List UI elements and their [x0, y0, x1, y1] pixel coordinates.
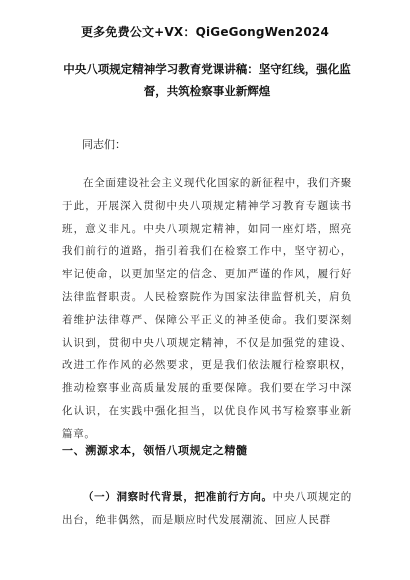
intro-paragraph: 在全面建设社会主义现代化国家的新征程中，我们齐聚于此，开展深入贯彻中央八项规定精神学习教育专题读书班，意义非凡。中央八项规定精神，如同一座灯塔，照亮我们前行的道路，指引着我们在检察工作中，坚守初心，牢记使命，以更加坚定的信念、更加严谨的作风，履行好法律监督职责。人民检察院作为国家法律监督机关，肩负着维护法律尊严、保障公平正义的神圣使命。我们要深刻认识到，贯彻中央八项规定精神，不仅是加强党的建设、改进工作作风的必然要求，更是我们依法履行检察职权，推动检察事业高质量发展的重要保障。我们要在学习中深化认识，在实践中强化担当，以优良作风书写检察事业新篇章。 — [62, 177, 352, 440]
subsection-paragraph — [62, 486, 352, 532]
greeting: 同志们： — [82, 138, 126, 151]
document-title: 中央八项规定精神学习教育党课讲稿：坚守红线，强化监督，共筑检察事业新辉煌 — [63, 62, 351, 98]
subsection-text: 中央八项规定的出台，绝非偶然，而是顺应时代发展潮流、回应人民群 — [62, 491, 352, 526]
section-heading: 一、溯源求本，领悟八项规定之精髓 — [62, 444, 248, 457]
header-note: 更多免费公文+VX：QiGeGongWen2024 — [80, 25, 329, 39]
subsection-lead: （一）洞察时代背景，把准前行方向。 — [83, 491, 273, 503]
